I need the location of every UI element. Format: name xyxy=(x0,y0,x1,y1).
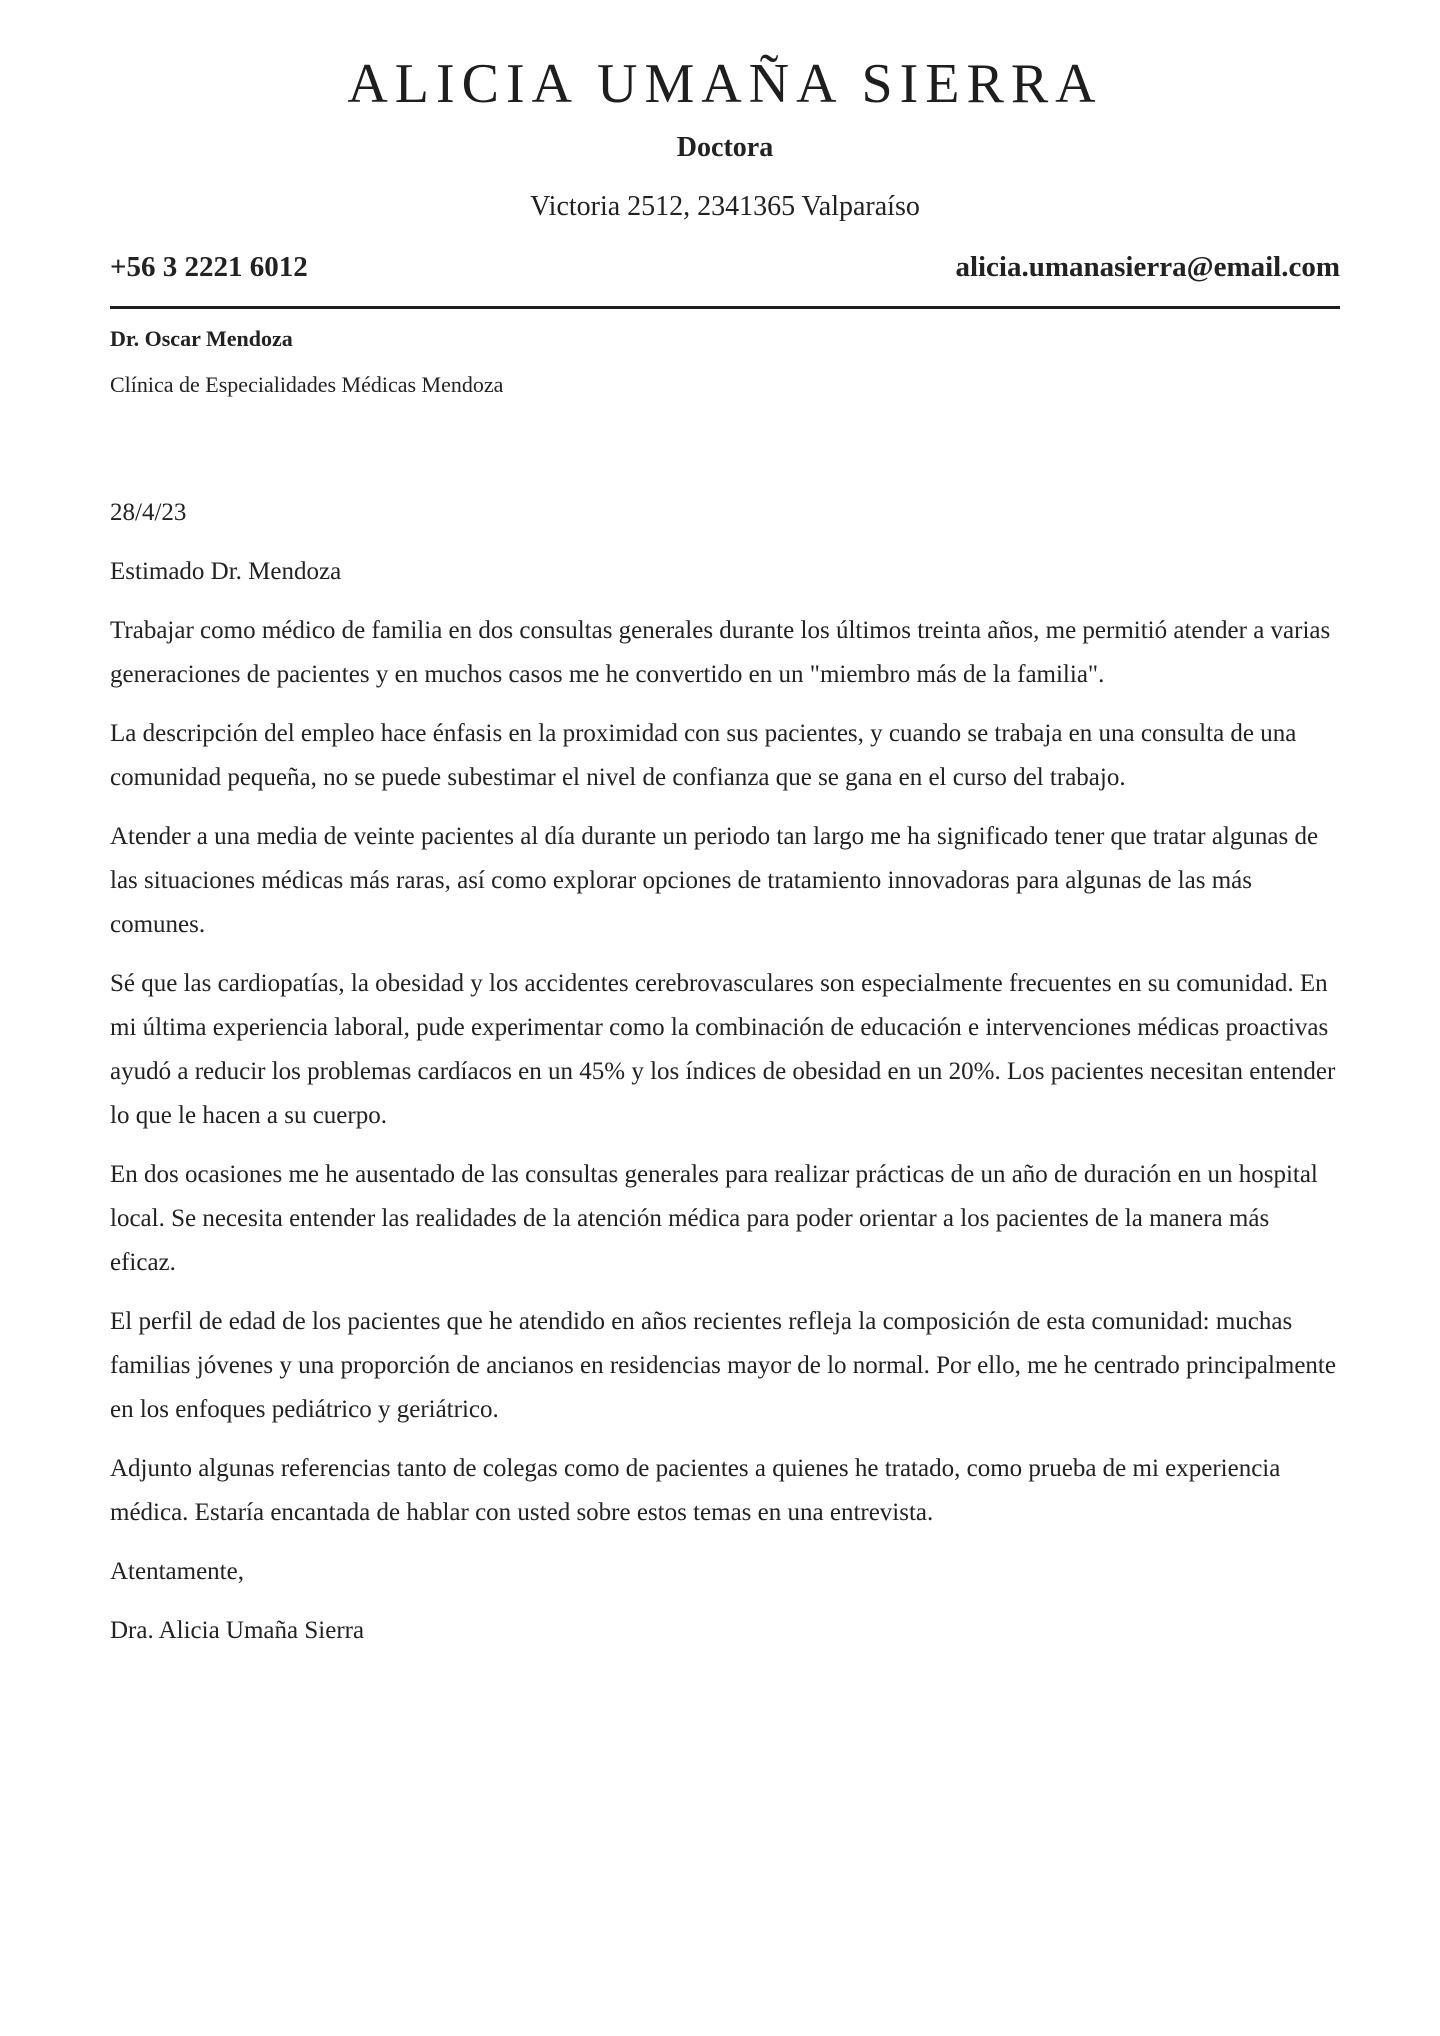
contact-row xyxy=(110,246,1340,288)
letter-signature: Dra. Alicia Umaña Sierra xyxy=(110,1617,365,1644)
letter-paragraph-7: Adjunto algunas referencias tanto de colegas como de pacientes a quienes he tratado, como prueba de mi experiencia médica. Estaría encantada de hablar con usted sobre estos temas en una entrevista. xyxy=(110,1455,1281,1526)
recipient-company: Clínica de Especialidades Médicas Mendoza xyxy=(110,372,504,397)
applicant-title: Doctora xyxy=(676,132,774,163)
letter-paragraph-1: Trabajar como médico de familia en dos consultas generales durante los últimos treinta años, me permitió atender a varias generaciones de pacientes y en muchos casos me he convertido en un "miembro más de la familia". xyxy=(110,617,1331,688)
letter-greeting: Estimado Dr. Mendoza xyxy=(110,558,342,585)
letter-paragraph-3: Atender a una media de veinte pacientes al día durante un periodo tan largo me ha significado tener que tratar algunas de las situaciones médicas más raras, así como explorar opciones de tratamiento innovadoras para algunas de las más comunes. xyxy=(110,823,1319,938)
letter-body xyxy=(110,491,1340,1668)
letter-closing: Atentamente, xyxy=(110,1558,244,1585)
applicant-address: Victoria 2512, 2341365 Valparaíso xyxy=(530,191,920,222)
letter-paragraph-4: Sé que las cardiopatías, la obesidad y los accidentes cerebrovasculares son especialmente frecuentes en su comunidad. En mi última experiencia laboral, pude experimentar como la combinación de educación e intervenciones médicas proactivas ayudó a reducir los problemas cardíacos en un 45% y los índices de obesidad en un 20%. Los pacientes necesitan entender lo que le hacen a su cuerpo. xyxy=(110,970,1336,1129)
email-address: alicia.umanasierra@email.com xyxy=(955,251,1340,283)
letter-paragraph-6: El perfil de edad de los pacientes que he atendido en años recientes refleja la composición de esta comunidad: muchas familias jóvenes y una proporción de ancianos en residencias mayor de lo normal. Por ello, me he centrado principalmente en los enfoques pediátrico y geriátrico. xyxy=(110,1308,1336,1423)
header-divider xyxy=(110,306,1340,309)
applicant-name: ALICIA UMAÑA SIERRA xyxy=(347,53,1103,115)
letter-date: 28/4/23 xyxy=(110,499,187,526)
phone-number: +56 3 2221 6012 xyxy=(110,251,308,283)
recipient-name: Dr. Oscar Mendoza xyxy=(110,326,293,351)
letter-paragraph-5: En dos ocasiones me he ausentado de las consultas generales para realizar prácticas de un año de duración en un hospital local. Se necesita entender las realidades de la atención médica para poder orientar a los pacientes de la manera más eficaz. xyxy=(110,1161,1318,1276)
letter-paragraph-2: La descripción del empleo hace énfasis en la proximidad con sus pacientes, y cuando se trabaja en una consulta de una comunidad pequeña, no se puede subestimar el nivel de confianza que se gana en el curso del trabajo. xyxy=(110,720,1297,791)
